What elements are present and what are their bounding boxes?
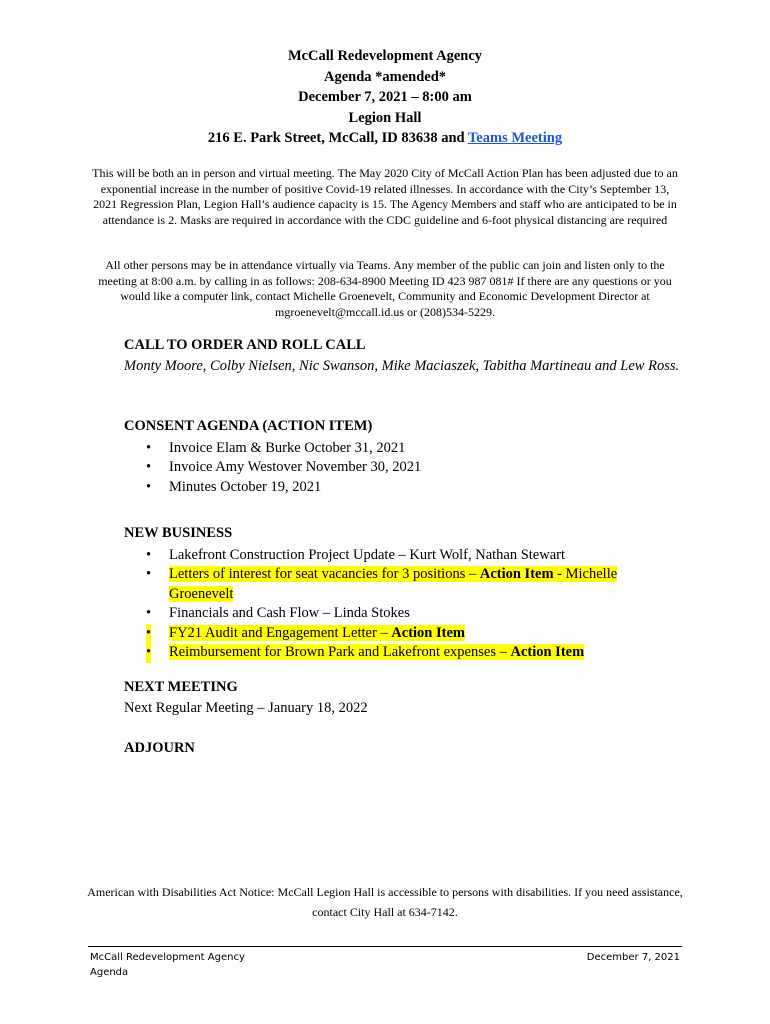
item-text: FY21 Audit and Engagement Letter – [169,624,392,641]
footer-divider [88,946,682,947]
org-title: McCall Redevelopment Agency [287,48,483,64]
agenda-title: Agenda *amended* [323,68,447,85]
call-to-order-section [124,335,684,376]
address-text: 216 E. Park Street, McCall, ID 83638 and [207,130,468,146]
consent-item-text: Minutes October 19, 2021 [169,478,322,495]
footer-left [90,951,245,980]
adjourn-title: ADJOURN [124,740,195,756]
intro-paragraph-1: This will be both an in person and virtual meeting. The May 2020 City of McCall Action Plan has been adjusted due to an exponential increase in the number of positive Covid-19 related illnesses. In accordance with the City’s September 13, 2021 Regression Plan, Legion Hall’s audience capacity is 15. The Agency Members and staff who are anticipated to be in attendance is 2. Masks are required in accordance with the CDC guideline and 6-foot physical distancing are required [92,166,678,227]
ada-notice: American with Disabilities Act Notice: McCall Legion Hall is accessible to persons with disabilities. If you need assistance, contact City Hall at 634-7142. [87,885,683,919]
bullet-icon: • [146,478,152,495]
teams-meeting-link[interactable]: Teams Meeting [467,130,563,146]
adjourn-section [124,738,684,759]
bullet-icon: • [146,566,152,582]
footer-doc: Agenda [90,966,129,978]
agenda-header [0,46,770,149]
meeting-venue: Legion Hall [348,109,422,126]
consent-agenda-title: CONSENT AGENDA (ACTION ITEM) [124,418,373,434]
list-item [124,624,684,644]
new-business-title: NEW BUSINESS [124,525,233,541]
item-text: Reimbursement for Brown Park and Lakefront expenses – [169,644,511,660]
new-business-section [124,523,684,663]
list-item [124,546,684,566]
next-meeting-title: NEXT MEETING [124,679,238,695]
bullet-icon: • [146,546,152,563]
meeting-date-time: December 7, 2021 – 8:00 am [298,89,472,105]
intro-paragraph-2: All other persons may be in attendance virtually via Teams. Any member of the public can join and listen only to the meeting at 8:00 a.m. by calling in as follows: 208-634-8900 Meeting ID 423 987 081# If there are any questions or you would like a computer link, contact Michelle Groenevelt, Community and Economic Development Director at mgroenevelt@mccall.id.us or (208)534-5229. [98,258,672,319]
bullet-icon: • [146,643,151,663]
action-item-label: Action Item [510,644,585,660]
list-item [124,604,684,624]
bullet-icon: • [146,459,152,475]
new-business-item-text: Financials and Cash Flow – Linda Stokes [169,605,410,621]
bullet-icon: • [146,624,151,644]
highlighted-item [169,566,617,602]
new-business-item-text: Lakefront Construction Project Update – Kurt Wolf, Nathan Stewart [169,546,566,563]
item-text: Letters of interest for seat vacancies for 3 positions – [169,566,480,582]
list-item [124,458,684,478]
bullet-icon: • [146,439,152,456]
list-item [124,565,684,604]
next-meeting-section [124,677,684,718]
consent-item-text: Invoice Amy Westover November 30, 2021 [169,459,422,475]
consent-item-text: Invoice Elam & Burke October 31, 2021 [169,439,406,456]
roll-call-members: Monty Moore, Colby Nielsen, Nic Swanson, Mike Maciaszek, Tabitha Martineau and Lew Ross. [124,357,680,374]
list-item [124,439,684,459]
highlighted-item [169,625,465,641]
list-item [124,643,684,663]
consent-agenda-section [124,416,684,497]
action-item-label: Action Item [391,624,465,641]
list-item [124,478,684,498]
next-meeting-text: Next Regular Meeting – January 18, 2022 [124,699,368,716]
item-text: - Michelle Groenevelt [169,566,618,602]
highlighted-item [169,644,584,660]
bullet-icon: • [146,605,152,621]
footer-org: McCall Redevelopment Agency [90,952,245,963]
footer-date: December 7, 2021 [586,952,680,963]
meeting-address [0,128,770,149]
call-to-order-title: CALL TO ORDER AND ROLL CALL [124,337,366,353]
action-item-label: Action Item [479,566,554,582]
